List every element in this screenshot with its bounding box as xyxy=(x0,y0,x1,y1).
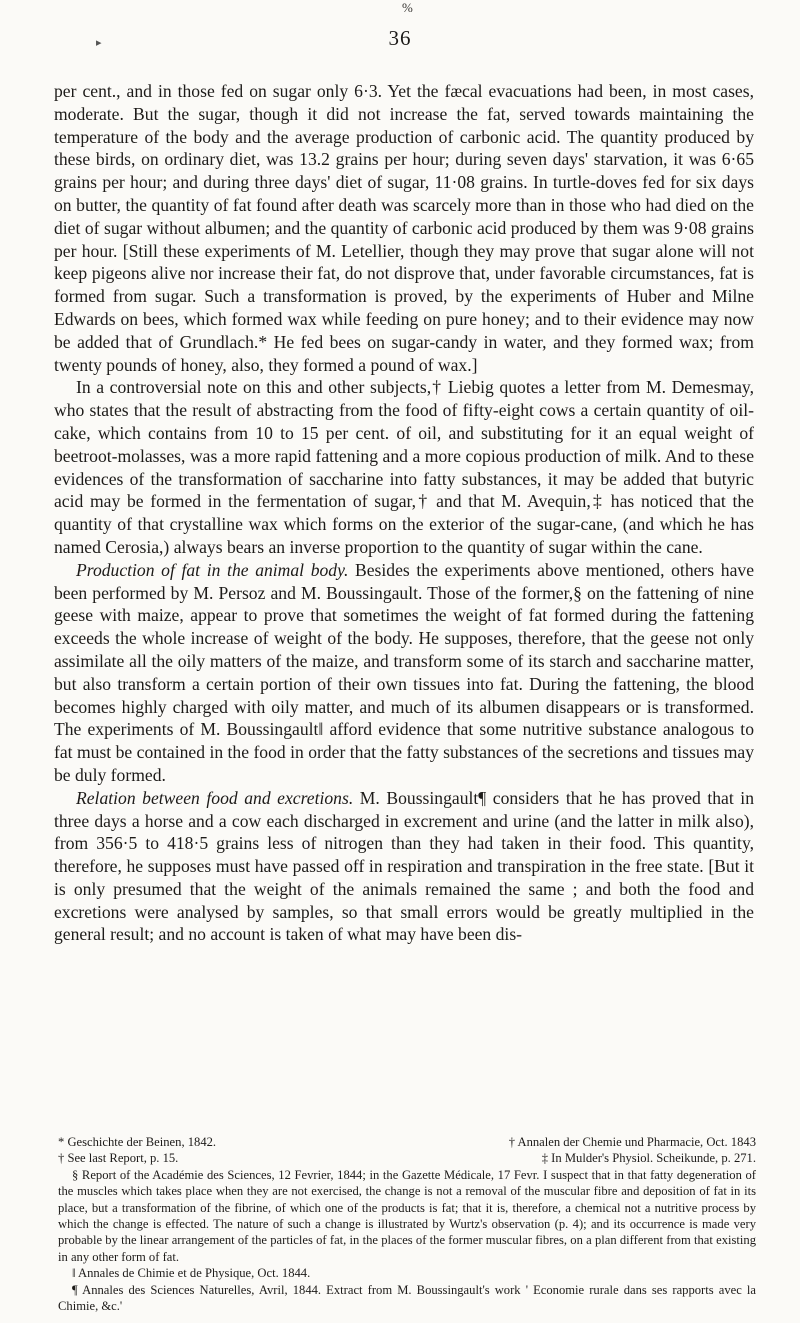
paragraph-1: per cent., and in those fed on sugar only 6·3. Yet the fæcal evacuations had been, in most cases, moderate. But the sugar, though it did not increase the fat, served towards maintaining the temperature of the body and the average production of carbonic acid. The quantity produced by these birds, on ordinary diet, was 13.2 grains per hour; during seven days' starvation, it was 6·65 grains per hour; and during three days' diet of sugar, 11·08 grains. In turtle-doves fed for six days on butter, the quantity of fat found after death was scarcely more than in those who had died on the diet of sugar without albumen; and the quantity of carbonic acid produced by them was 9·08 grains per hour. [Still these experiments of M. Letellier, though they may prove that sugar alone will not keep pigeons alive nor increase their fat, do not disprove that, under favorable circumstances, fat is formed from sugar. Such a transformation is proved, by the experiments of Huber and Milne Edwards on bees, which formed wax while feeding on pure honey; and to their evidence may now be added that of Grundlach.* He fed bees on sugar-candy in water, and they formed wax; from twenty pounds of honey, also, they formed a pound of wax.] xyxy=(54,81,754,375)
paragraph-2: In a controversial note on this and other subjects,† Liebig quotes a letter from M. Demesmay, who states that the result of abstracting from the food of fifty-eight cows a certain quantity of oil-cake, which contains from 10 to 15 per cent. of oil, and substituting for it an equal weight of beetroot-molasses, was a more rapid fattening and a more copious production of milk. And to these evidences of the transformation of saccharine into fatty substances, it may be added that butyric acid may be formed in the fermentation of sugar,† and that M. Avequin,‡ has noticed that the quantity of that crystalline wax which forms on the exterior of the sugar-cane, (and which he has named Cerosia,) always bears an inverse proportion to the quantity of sugar within the cane. xyxy=(54,377,754,557)
paragraph-4-text: M. Boussingault¶ considers that he has proved that in three days a horse and a cow each discharged in excrement and urine (and the latter in milk also), from 356·5 to 418·5 grains less of nitrogen than they had taken in their food. This quantity, therefore, he supposes must have passed off in respiration and transpiration in the free state. [But it is only presumed that the weight of the animals remained the same ; and both the food and excretions were analysed by samples, so that small errors would be greatly multiplied in the general result; and no account is taken of what may have been dis- xyxy=(54,787,754,945)
footnote-pilcrow: ¶ Annales des Sciences Naturelles, Avril, 1844. Extract from M. Boussingault's work ' Economie rurale dans ses rapports avec la Chimie, &c.' xyxy=(58,1282,756,1314)
paragraph-4 xyxy=(54,787,754,947)
side-margin-mark: ▸ xyxy=(96,37,102,49)
top-margin-mark: % xyxy=(402,0,413,15)
footnotes xyxy=(58,1134,756,1314)
paragraph-3-text: Besides the experiments above mentioned, others have been performed by M. Persoz and M. Boussingault. Those of the former,§ on the fattening of nine geese with maize, appear to prove that sometimes the weight of fat formed during the fattening exceeds the whole increase of weight of the body. He supposes, therefore, that the geese not only assimilate all the oily matters of the maize, and transform some of its starch and saccharine matter, but also transform a certain portion of their own tissues into fat. During the fattening, the blood becomes highly charged with oily matter, and much of its albumen disappears or is transformed. The experiments of M. Boussingault‖ afford evidence that some nutritive substance analogous to fat must be contained in the food in order that the fatty substances of the secretions and tissues may be duly formed. xyxy=(54,559,754,785)
footnote-section: § Report of the Académie des Sciences, 12 Fevrier, 1844; in the Gazette Médicale, 17 Fevr. I suspect that in that fatty degeneration of the muscles which takes place when they are not exercised, the change is not a removal of the muscular fibre and deposition of fat in its place, but a transformation of the fibrine, of which one of the products is fat; that it is, therefore, a chemical not a nutritive process by which the change is effected. The nature of such a change is illustrated by Wurtz's observation (p. 4); and its occurrence is made very probable by the linear arrangement of the particles of fat, in the places of the former muscular fibres, on a plan different from that existing in any other form of fat. xyxy=(58,1167,756,1264)
paragraph-4-heading: Relation between food and excretions. xyxy=(76,787,354,808)
footnote-parallel: ‖ Annales de Chimie et de Physique, Oct. 1844. xyxy=(72,1266,311,1281)
main-text xyxy=(54,80,754,946)
footnote-row-1 xyxy=(58,1134,756,1150)
paragraph-3 xyxy=(54,559,754,787)
footnote-dagger-2: † See last Report, p. 15. xyxy=(58,1151,179,1166)
footnote-row-2 xyxy=(58,1150,756,1166)
page-number: 36 xyxy=(388,26,412,50)
footnote-dagger-1: † Annalen der Chemie und Pharmacie, Oct. 1843 xyxy=(508,1135,756,1149)
footnote-double-dagger: ‡ In Mulder's Physiol. Scheikunde, p. 271. xyxy=(541,1151,756,1166)
footnote-asterisk: * Geschichte der Beinen, 1842. xyxy=(58,1135,217,1149)
paragraph-3-heading: Production of fat in the animal body. xyxy=(76,559,349,580)
